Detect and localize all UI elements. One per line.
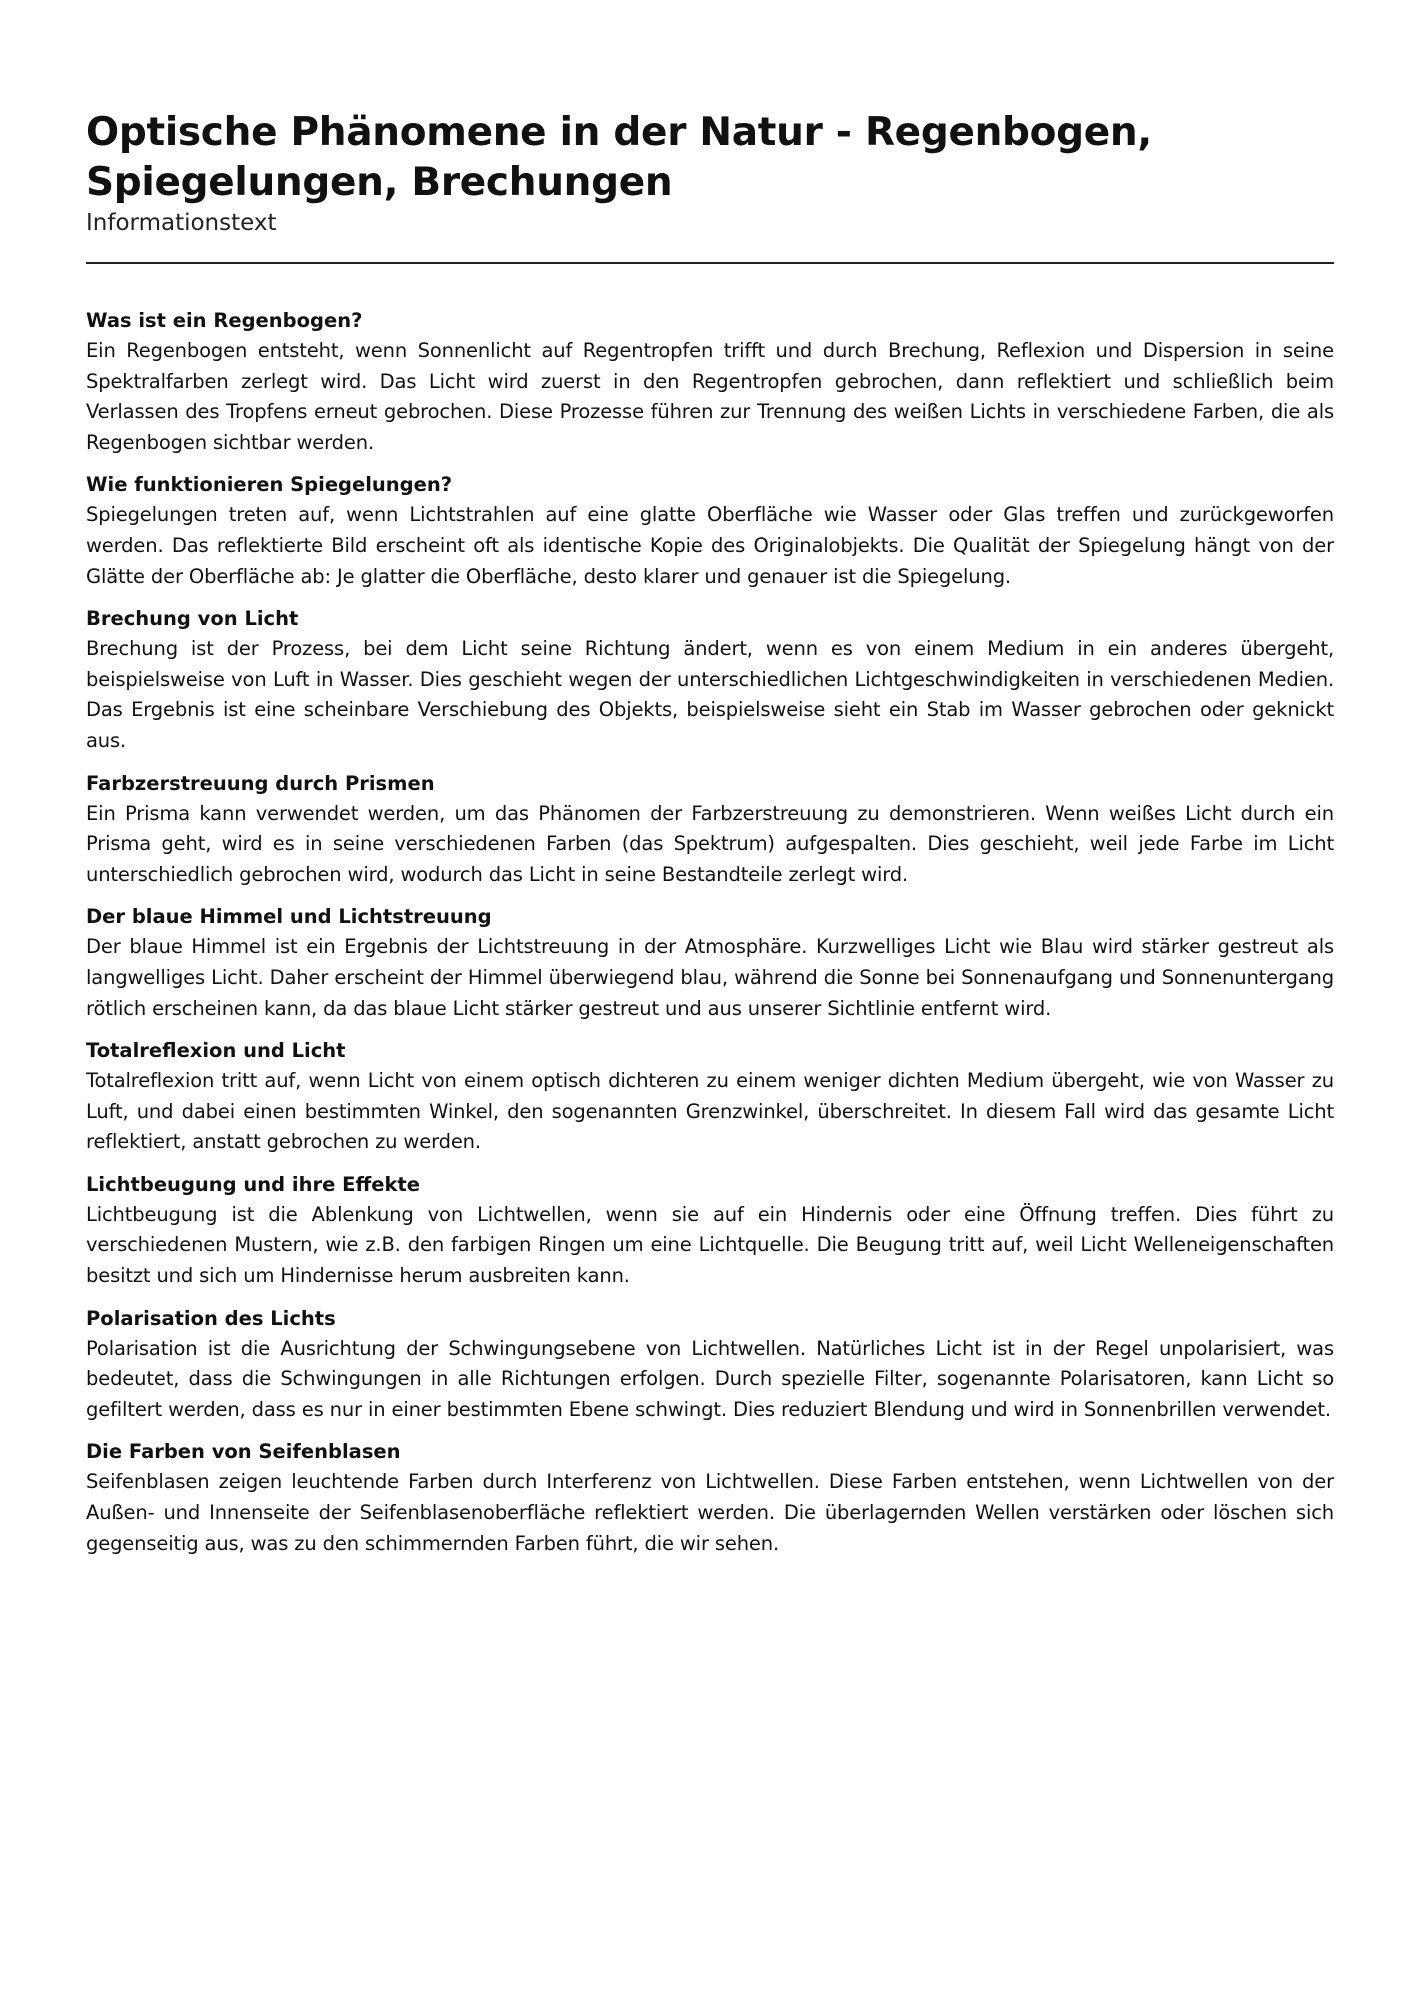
section-body: Polarisation ist die Ausrichtung der Schwingungsebene von Lichtwellen. Natürliches Licht ist in der Regel unpolarisiert, was bedeutet, dass die Schwingungen in alle Richtungen erfolgen. Durch spezielle Filter, sogenannte Polarisatoren, kann Licht so gefiltert werden, dass es nur in einer bestimmten Ebene schwingt. Dies reduziert Blendung und wird in Sonnenbrillen verwendet. — [86, 1336, 1334, 1421]
section-lichtbeugung — [86, 1170, 1334, 1292]
section-body: Ein Prisma kann verwendet werden, um das Phänomen der Farbzerstreuung zu demonstrieren. Wenn weißes Licht durch ein Prisma geht, wird es in seine verschiedenen Farben (das Spektrum) aufgespalten. Dies geschieht, weil jede Farbe im Licht unterschiedlich gebrochen wird, wodurch das Licht in seine Bestandteile zerlegt wird. — [86, 801, 1334, 886]
section-regenbogen — [86, 306, 1334, 458]
section-body: Der blaue Himmel ist ein Ergebnis der Lichtstreuung in der Atmosphäre. Kurzwelliges Licht wie Blau wird stärker gestreut als langwelliges Licht. Daher erscheint der Himmel überwiegend blau, während die Sonne bei Sonnenaufgang und Sonnenuntergang rötlich erscheinen kann, da das blaue Licht stärker gestreut und aus unserer Sichtlinie entfernt wird. — [86, 935, 1334, 1020]
section-heading: Die Farben von Seifenblasen — [86, 1440, 401, 1464]
section-body: Brechung ist der Prozess, bei dem Licht seine Richtung ändert, wenn es von einem Medium in ein anderes übergeht, beispielsweise von Luft in Wasser. Dies geschieht wegen der unterschiedlichen Lichtgeschwindigkeiten in verschiedenen Medien. Das Ergebnis ist eine scheinbare Verschiebung des Objekts, beispielsweise sieht ein Stab im Wasser gebrochen oder geknickt aus. — [86, 637, 1334, 752]
section-polarisation — [86, 1304, 1334, 1426]
section-body: Lichtbeugung ist die Ablenkung von Lichtwellen, wenn sie auf ein Hindernis oder eine Öffnung treffen. Dies führt zu verschiedenen Mustern, wie z.B. den farbigen Ringen um eine Lichtquelle. Die Beugung tritt auf, weil Licht Welleneigenschaften besitzt und sich um Hindernisse herum ausbreiten kann. — [86, 1202, 1334, 1288]
section-heading: Der blaue Himmel und Lichtstreuung — [86, 905, 492, 929]
section-heading: Polarisation des Lichts — [86, 1306, 336, 1330]
document-title: Optische Phänomene in der Natur - Regenbogen, Spiegelungen, Brechungen — [86, 110, 1152, 205]
section-heading: Brechung von Licht — [86, 607, 299, 631]
document-page — [86, 108, 1334, 1571]
section-seifenblasen — [86, 1437, 1334, 1559]
section-blauer-himmel — [86, 902, 1334, 1024]
document-subtitle: Informationstext — [86, 210, 277, 236]
section-body: Spiegelungen treten auf, wenn Lichtstrahlen auf eine glatte Oberfläche wie Wasser oder Glas treffen und zurückgeworfen werden. Das reflektierte Bild erscheint oft als identische Kopie des Originalobjekts. Die Qualität der Spiegelung hängt von der Glätte der Oberfläche ab: Je glatter die Oberfläche, desto klarer und genauer ist die Spiegelung. — [86, 503, 1334, 588]
section-heading: Was ist ein Regenbogen? — [86, 309, 363, 332]
section-brechung — [86, 604, 1334, 756]
header-divider — [86, 262, 1334, 264]
section-prismen — [86, 769, 1334, 891]
section-heading: Wie funktionieren Spiegelungen? — [86, 473, 453, 497]
section-heading: Lichtbeugung und ihre Effekte — [86, 1172, 420, 1196]
section-heading: Totalreflexion und Licht — [86, 1039, 346, 1063]
section-body: Totalreflexion tritt auf, wenn Licht von einem optisch dichteren zu einem weniger dichten Medium übergeht, wie von Wasser zu Luft, und dabei einen bestimmten Winkel, den sogenannten Grenzwinkel, überschreitet. In diesem Fall wird das gesamte Licht reflektiert, anstatt gebrochen zu werden. — [86, 1069, 1334, 1154]
section-heading: Farbzerstreuung durch Prismen — [86, 771, 435, 795]
section-body: Seifenblasen zeigen leuchtende Farben durch Interferenz von Lichtwellen. Diese Farben entstehen, wenn Lichtwellen von der Außen- und Innenseite der Seifenblasenoberfläche reflektiert werden. Die überlagernden Wellen verstärken oder löschen sich gegenseitig aus, was zu den schimmernden Farben führt, die wir sehen. — [86, 1470, 1334, 1555]
section-spiegelungen — [86, 470, 1334, 592]
section-body: Ein Regenbogen entsteht, wenn Sonnenlicht auf Regentropfen trifft und durch Brechung, Reflexion und Dispersion in seine Spektralfarben zerlegt wird. Das Licht wird zuerst in den Regentropfen gebrochen, dann reflektiert und schließlich beim Verlassen des Tropfens erneut gebrochen. Diese Prozesse führen zur Trennung des weißen Lichts in verschiedene Farben, die als Regenbogen sichtbar werden. — [86, 339, 1334, 454]
section-totalreflexion — [86, 1036, 1334, 1158]
